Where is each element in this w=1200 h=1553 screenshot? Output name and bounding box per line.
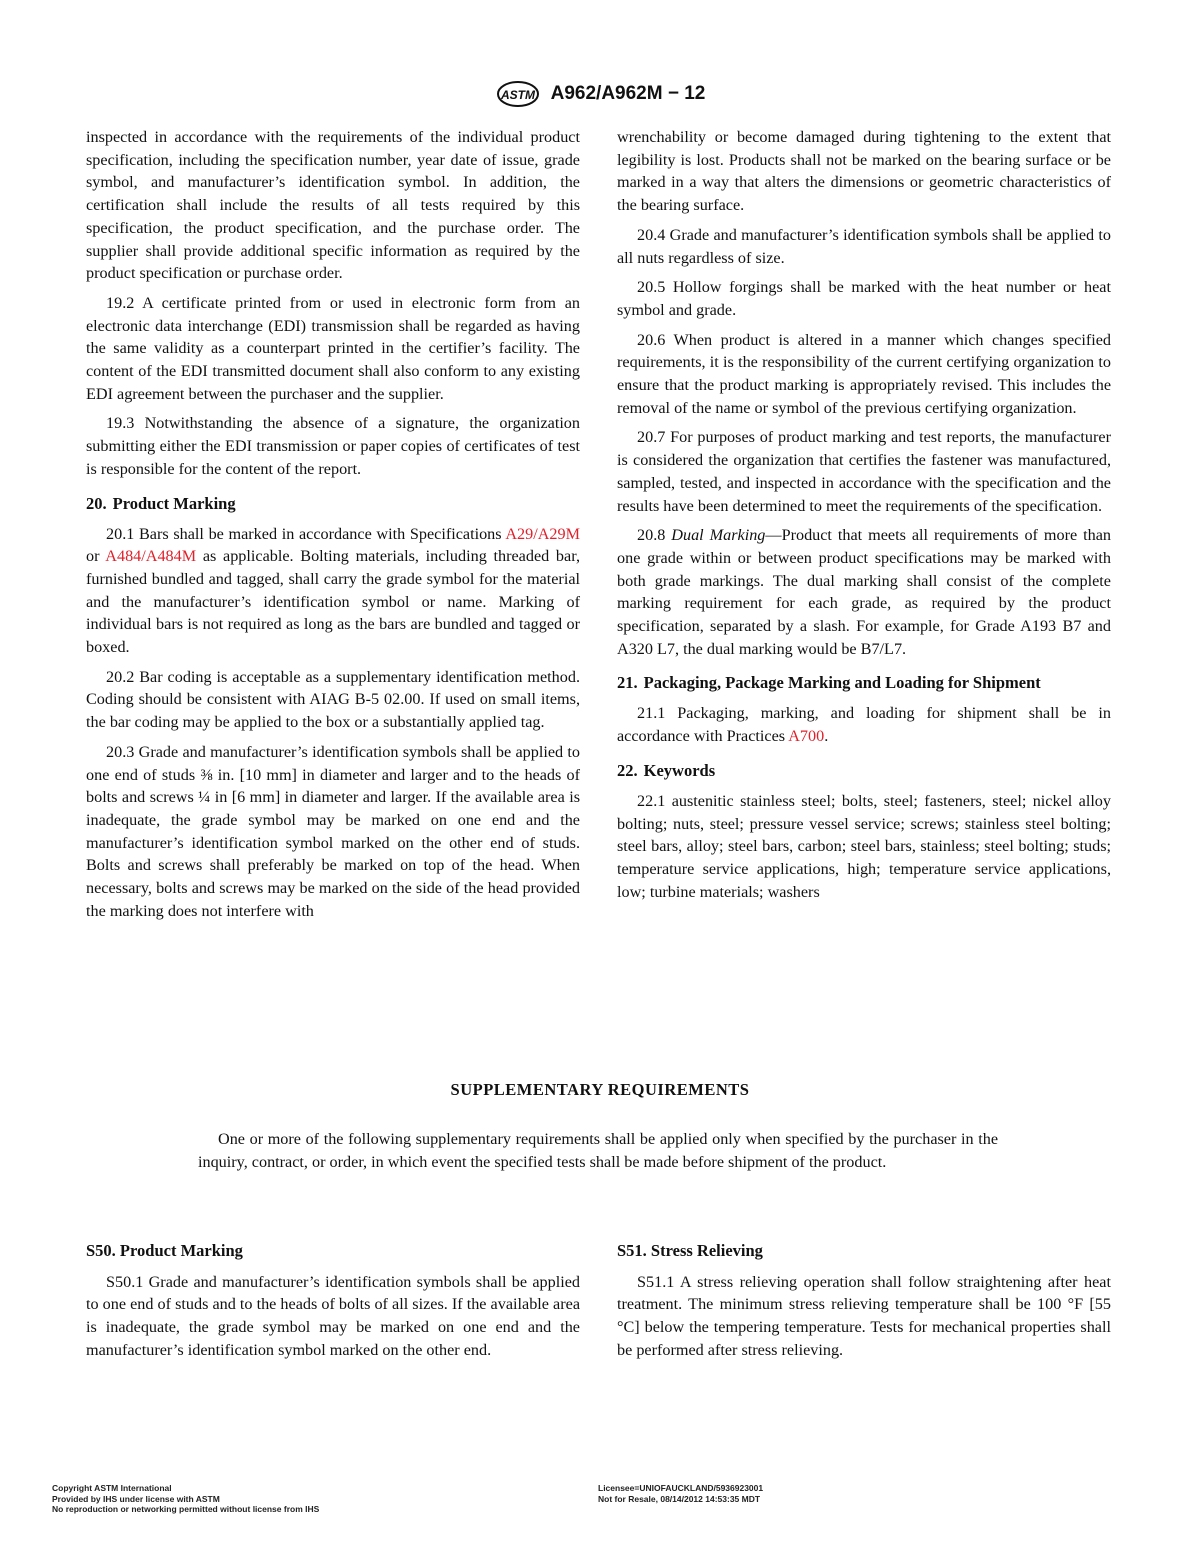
s50-heading: S50. Product Marking (86, 1241, 243, 1260)
document-title: A962/A962M − 12 (550, 83, 706, 104)
paragraph-20-7: 20.7 For purposes of product marking and test reports, the manufacturer is considered the organization that certifies the fastener was manufactured, sampled, tested, and inspected in accordance with the specification and the results have been determined to meet the requirements of the specification. (617, 428, 1111, 515)
paragraph-20-4: 20.4 Grade and manufacturer’s identification symbols shall be applied to all nuts regardless of size. (617, 225, 1111, 267)
link-a700[interactable]: A700 (788, 727, 825, 746)
footer-line: Copyright ASTM International (52, 1483, 172, 1493)
supplementary-intro: One or more of the following supplementary requirements shall be applied only when specified by the purchaser in the inquiry, contract, or order, in which event the specified tests shall be made before shipment of the product. (198, 1130, 998, 1171)
section-21-heading: 21. Packaging, Package Marking and Loading for Shipment (617, 673, 1041, 693)
footer-line: No reproduction or networking permitted without license from IHS (52, 1504, 320, 1514)
svg-text:ASTM: ASTM (500, 88, 535, 102)
paragraph-continued: inspected in accordance with the requirements of the individual product specification, including the specification number, year date of issue, grade symbol, and manufacturer’s identification symbol. In addition, the certification shall include the results of all tests required by this specification, the product specification, and the purchase order. The supplier shall provide additional specific information as required by the product specification or purchase order. (86, 128, 580, 283)
paragraph-19-2: 19.2 A certificate printed from or used in electronic form from an electronic data interchange (EDI) transmission shall be regarded as having the same validity as a counterpart printed in the certifier’s facility. The content of the EDI transmitted document shall also conform to any existing EDI agreement between the purchaser and the supplier. (86, 293, 580, 403)
paragraph-20-2: 20.2 Bar coding is acceptable as a supplementary identification method. Coding should be consistent with AIAG B-5 02.00. If used on small items, the bar coding may be applied to the box or a substantially applied tag. (86, 667, 580, 732)
footer-line: Licensee=UNIOFAUCKLAND/5936923001 (598, 1483, 764, 1493)
paragraph-20-1: 20.1 Bars shall be marked in accordance with Specifications A29/A29M or A484/A484M as applicable. Bolting materials, including threaded bar, furnished bundled and tagged, shall carry the grade symbol for the material and the manufacturer’s identification symbol or name. Marking of individual bars is not required as long as the bars are bundled and tagged or boxed. (86, 524, 580, 657)
left-column (86, 126, 580, 930)
paragraph-20-8: 20.8 Dual Marking—Product that meets all requirements of more than one grade within or between product specifications may be marked with both grade markings. The dual marking shall consist of the complete marking requirement for each grade, as required by the product specification, separated by a slash. For example, for Grade A193 B7 and A320 L7, the dual marking would be B7/L7. (617, 526, 1112, 658)
link-a484[interactable]: A484/A484M (105, 547, 197, 566)
s51-heading: S51. Stress Relieving (617, 1241, 763, 1260)
paragraph-20-3: 20.3 Grade and manufacturer’s identification symbols shall be applied to one end of studs ⅜ in. [10 mm] in diameter and larger and to the heads of bolts and screws ¼ in [6 mm] in diameter and larger. If the available area is inadequate, the grade symbol may be marked on one end and the manufacturer’s identification symbol marked on the other end of studs. Bolts and screws shall preferably be marked on top of the head. When necessary, bolts and screws may be marked on the side of the head provided the marking does not interfere with (86, 742, 580, 920)
paragraph-22-1: 22.1 austenitic stainless steel; bolts, steel; fasteners, steel; nickel alloy bolting; nuts, steel; pressure vessel service; screws; stainless steel bolting; steel bars, alloy; steel bars, carbon; steel bars, stainless; steel bolting; studs; temperature service applications, high; temperature service applications, low; turbine materials; washers (617, 791, 1111, 901)
astm-logo-icon (495, 80, 541, 108)
s50-column (86, 1240, 580, 1362)
section-20-heading: 20. Product Marking (86, 493, 236, 513)
paragraph-21-1: 21.1 Packaging, marking, and loading for shipment shall be in accordance with Practices A700. (617, 704, 1111, 746)
paragraph-continued-right: wrenchability or become damaged during tightening to the extent that legibility is lost. Products shall not be marked on the bearing surface or be marked in a way that alters the dimensions or geometric characteristics of the bearing surface. (617, 128, 1111, 215)
section-22-heading: 22. Keywords (617, 760, 716, 780)
paragraph-19-3: 19.3 Notwithstanding the absence of a signature, the organization submitting either the EDI transmission or paper copies of certificates of test is responsible for the content of the report. (86, 414, 580, 478)
footer-line: Not for Resale, 08/14/2012 14:53:35 MDT (598, 1493, 761, 1504)
link-a29[interactable]: A29/A29M (505, 524, 580, 543)
s51-column (617, 1240, 1111, 1362)
supplementary-title: SUPPLEMENTARY REQUIREMENTS (450, 1080, 750, 1099)
paragraph-20-6: 20.6 When product is altered in a manner which changes specified requirements, it is the responsibility of the current certifying organization to ensure that the product marking is appropriately revised. This includes the removal of the name or symbol of the previous certifying organization. (617, 330, 1111, 417)
s50-paragraph: S50.1 Grade and manufacturer’s identification symbols shall be applied to one end of studs and to the heads of bolts of all sizes. If the available area is inadequate, the grade symbol may be marked on one end and the manufacturer’s identification symbol marked on the other end. (86, 1272, 580, 1359)
footer-copyright (52, 1483, 319, 1515)
right-column (617, 126, 1111, 910)
footer-line: Provided by IHS under license with ASTM (52, 1493, 220, 1504)
footer-license (598, 1483, 763, 1504)
page-header (0, 80, 1200, 108)
s51-paragraph: S51.1 A stress relieving operation shall follow straightening after heat treatment. The minimum stress relieving temperature shall be 100 °F [55 °C] below the tempering temperature. Tests for mechanical properties shall be performed after stress relieving. (617, 1272, 1111, 1359)
paragraph-20-5: 20.5 Hollow forgings shall be marked with the heat number or heat symbol and grade. (617, 278, 1111, 319)
